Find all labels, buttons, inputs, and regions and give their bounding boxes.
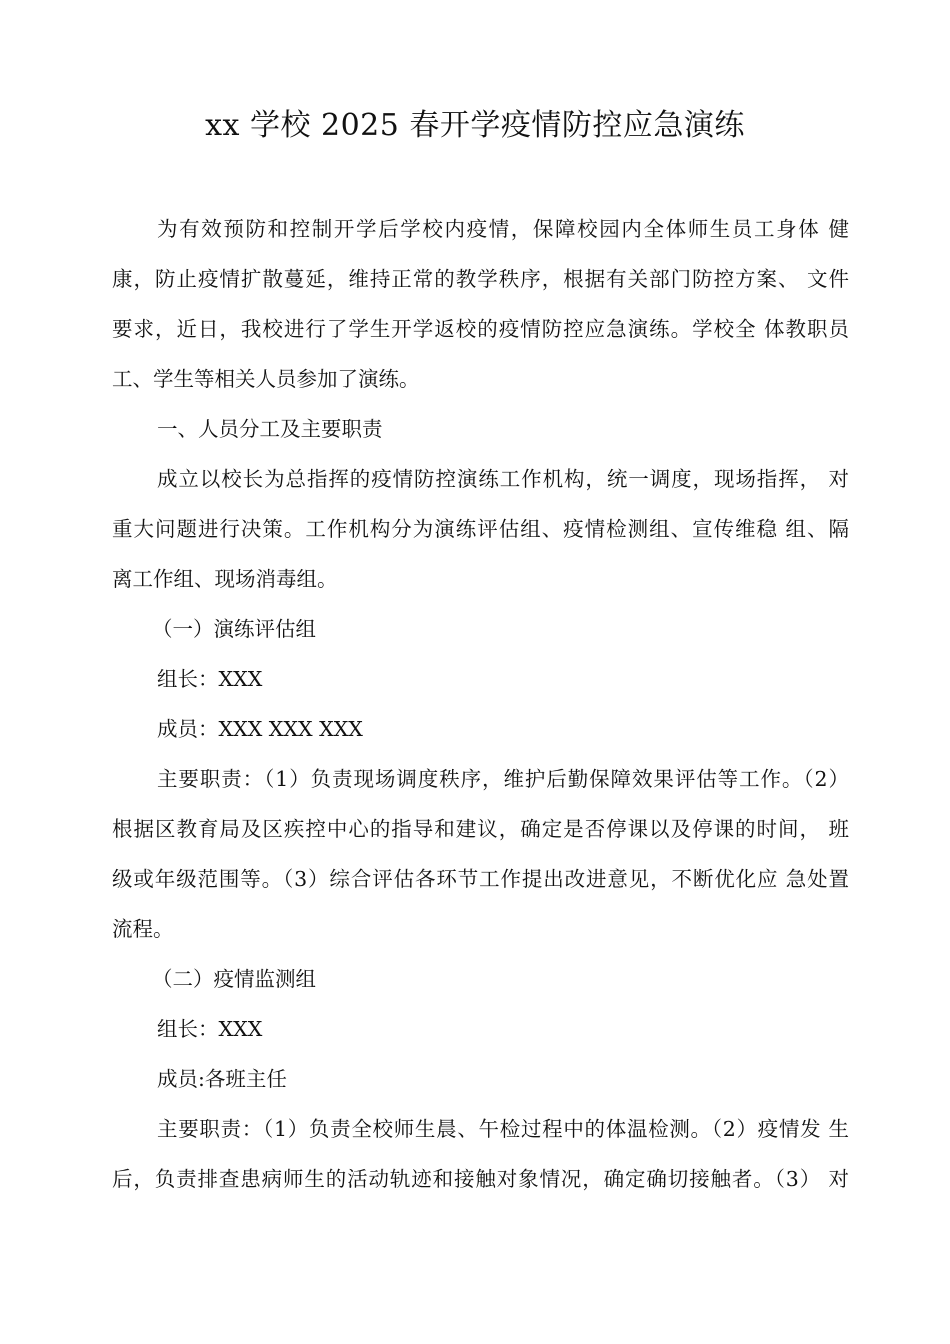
paragraph-line: 康，防止疫情扩散蔓延，维持正常的教学秩序，根据有关部门防控方案、 文件 <box>112 267 849 291</box>
subsection-heading: （一）演练评估组 <box>152 617 316 641</box>
group-members-line: 成员：XXX XXX XXX <box>157 717 363 741</box>
paragraph-line: 要求，近日，我校进行了学生开学返校的疫情防控应急演练。学校全 体教职员 <box>112 317 849 341</box>
paragraph-line: 根据区教育局及区疾控中心的指导和建议，确定是否停课以及停课的时间， 班 <box>112 817 849 841</box>
document-title: xx 学校 2025 春开学疫情防控应急演练 <box>205 108 745 143</box>
paragraph-line: 后，负责排查患病师生的活动轨迹和接触对象情况，确定确切接触者。（3） 对 <box>112 1167 849 1191</box>
paragraph-line: 重大问题进行决策。工作机构分为演练评估组、疫情检测组、宣传维稳 组、隔 <box>112 517 849 541</box>
paragraph-line: 级或年级范围等。（3）综合评估各环节工作提出改进意见，不断优化应 急处置 <box>112 867 849 891</box>
subsection-heading: （二）疫情监测组 <box>152 967 316 991</box>
paragraph-line: 离工作组、现场消毒组。 <box>112 567 338 591</box>
group-leader-line: 组长：XXX <box>157 1017 263 1041</box>
paragraph-line: 工、学生等相关人员参加了演练。 <box>112 367 420 391</box>
paragraph-line: 主要职责：（1）负责全校师生晨、午检过程中的体温检测。（2）疫情发 生 <box>157 1117 849 1141</box>
paragraph-line: 主要职责：（1）负责现场调度秩序，维护后勤保障效果评估等工作。（2） <box>157 767 849 791</box>
paragraph-line: 成立以校长为总指挥的疫情防控演练工作机构，统一调度，现场指挥， 对 <box>157 467 849 491</box>
group-leader-line: 组长：XXX <box>157 667 263 691</box>
section-heading: 一、人员分工及主要职责 <box>157 417 383 441</box>
paragraph-line: 为有效预防和控制开学后学校内疫情，保障校园内全体师生员工身体 健 <box>157 217 849 241</box>
paragraph-line: 流程。 <box>112 917 174 941</box>
group-members-line: 成员:各班主任 <box>157 1067 287 1091</box>
